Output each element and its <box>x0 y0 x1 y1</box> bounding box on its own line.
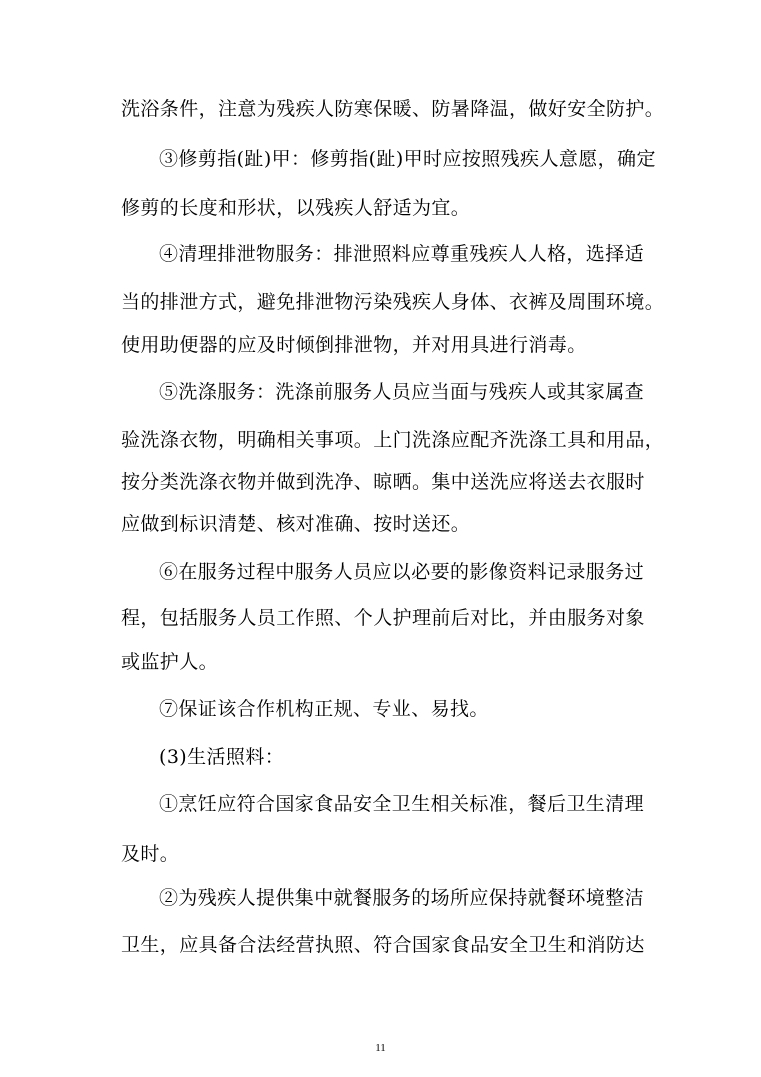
text-line-11: ⑥在服务过程中服务人员应以必要的影像资料记录服务过 <box>159 561 645 583</box>
page-number: 11 <box>375 1042 386 1054</box>
text-line-15: (3)生活照料： <box>159 746 285 768</box>
text-line-18: ②为残疾人提供集中就餐服务的场所应保持就餐环境整洁 <box>159 887 645 909</box>
text-line-10: 应做到标识清楚、核对准确、按时送还。 <box>121 513 471 535</box>
text-line-8: 验洗涤衣物，明确相关事项。上门洗涤应配齐洗涤工具和用品， <box>121 429 665 451</box>
text-line-9: 按分类洗涤衣物并做到洗净、晾晒。集中送洗应将送去衣服时 <box>121 471 645 493</box>
text-line-7: ⑤洗涤服务：洗涤前服务人员应当面与残疾人或其家属查 <box>159 381 645 403</box>
text-line-5: 当的排泄方式，避免排泄物污染残疾人身体、衣裤及周围环境。 <box>121 291 665 313</box>
text-line-13: 或监护人。 <box>121 651 219 673</box>
text-line-17: 及时。 <box>121 843 180 865</box>
text-line-12: 程，包括服务人员工作照、个人护理前后对比，并由服务对象 <box>121 607 645 629</box>
text-line-2: ③修剪指(趾)甲：修剪指(趾)甲时应按照残疾人意愿，确定 <box>159 148 656 170</box>
text-line-19: 卫生，应具备合法经营执照、符合国家食品安全卫生和消防达 <box>121 934 645 956</box>
text-line-16: ①烹饪应符合国家食品安全卫生相关标准，餐后卫生清理 <box>159 793 645 815</box>
text-line-3: 修剪的长度和形状，以残疾人舒适为宜。 <box>121 197 471 219</box>
text-line-14: ⑦保证该合作机构正规、专业、易找。 <box>159 698 489 720</box>
text-line-4: ④清理排泄物服务：排泄照料应尊重残疾人人格，选择适 <box>159 243 645 265</box>
text-line-6: 使用助便器的应及时倾倒排泄物，并对用具进行消毒。 <box>121 334 587 356</box>
text-line-1: 洗浴条件，注意为残疾人防寒保暖、防暑降温，做好安全防护。 <box>121 98 665 120</box>
